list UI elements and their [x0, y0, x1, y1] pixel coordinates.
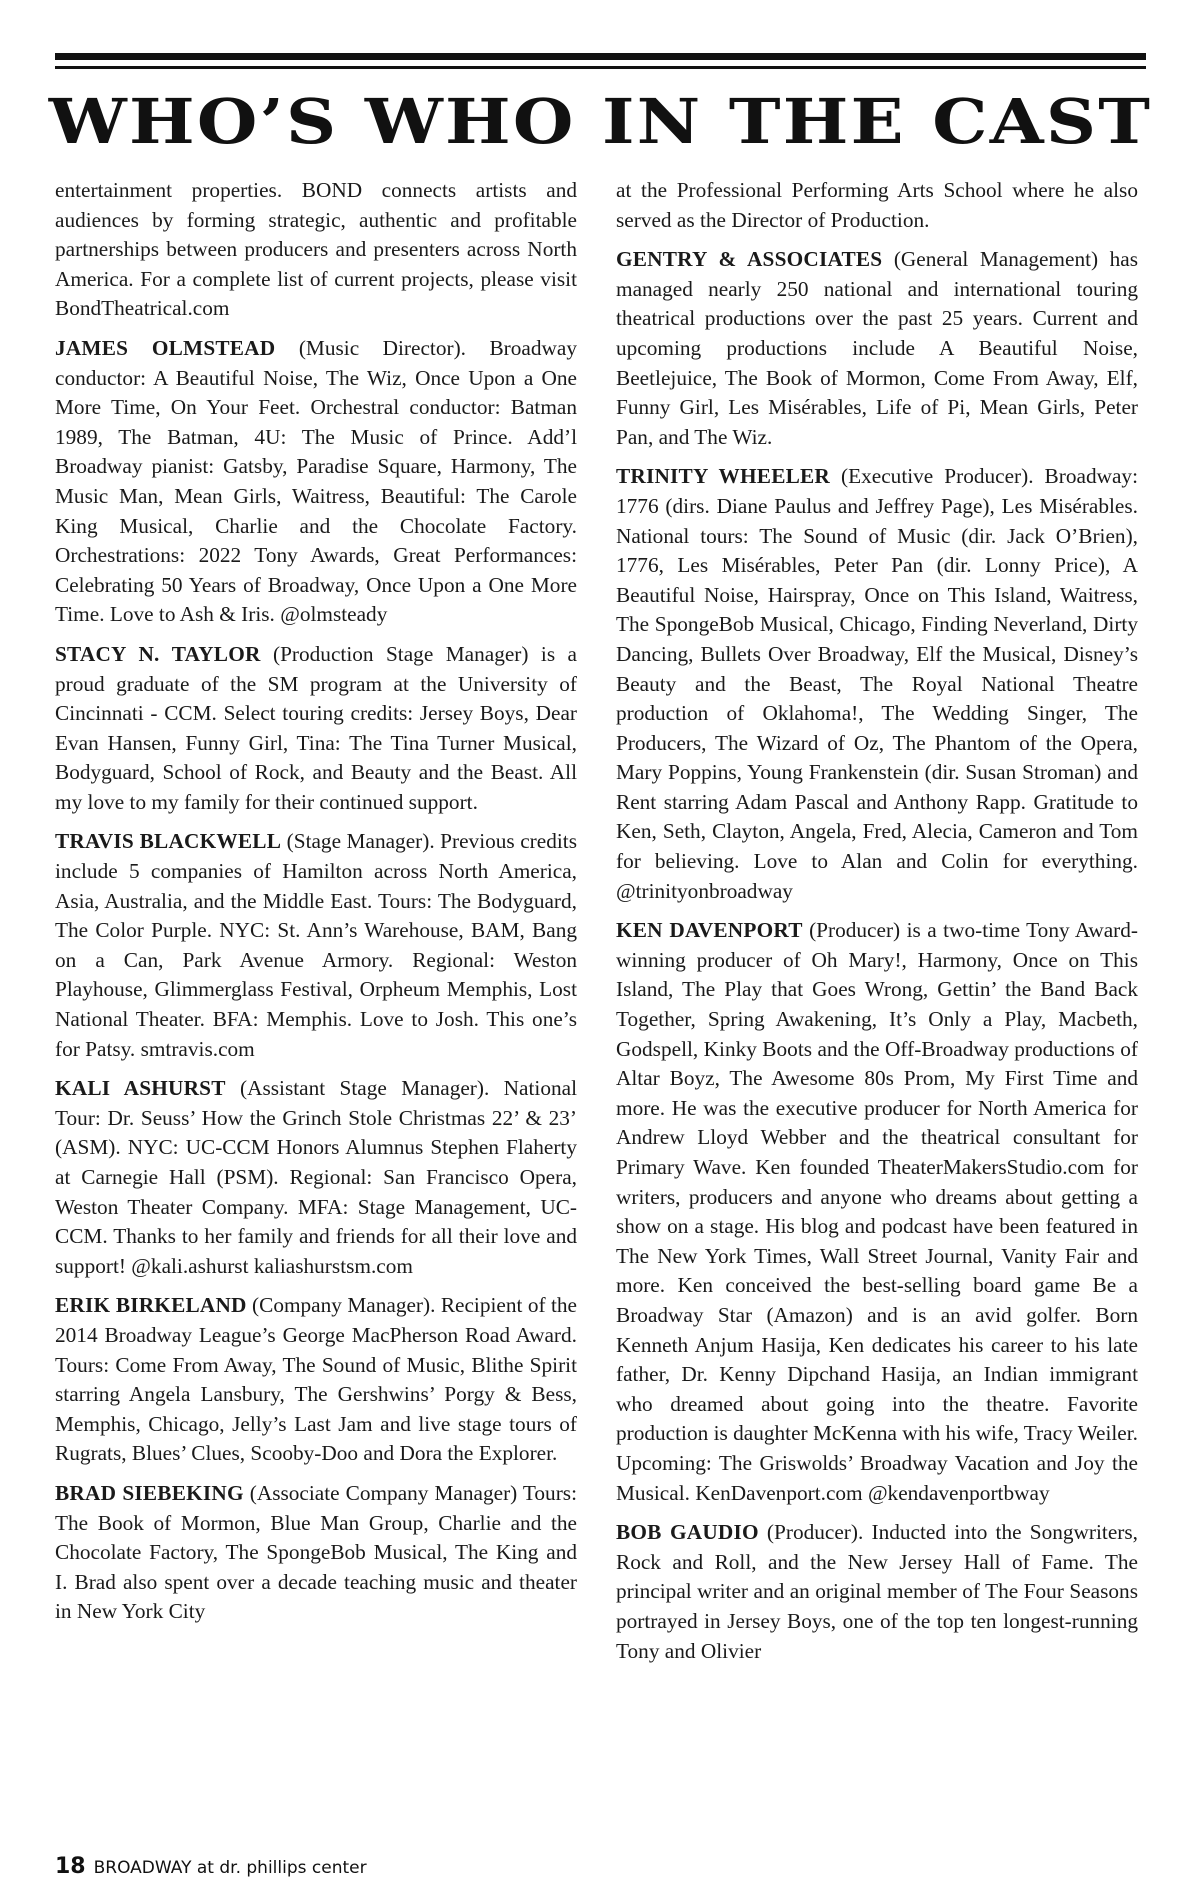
bio-paragraph	[55, 1291, 577, 1469]
bio-paragraph	[616, 1518, 1138, 1666]
bio-paragraph	[616, 245, 1138, 452]
bio-text: at the Professional Performing Arts School where he also served as the Director of Production.	[616, 178, 1138, 232]
bio-text: (Producer). Inducted into the Songwriters, Rock and Roll, and the New Jersey Hall of Fame. The principal writer and an original member of The Four Seasons portrayed in Jersey Boys, one of the top ten longest-running Tony and Olivier	[616, 1520, 1139, 1663]
page-footer	[55, 1852, 367, 1882]
bio-text: (Stage Manager). Previous credits include 5 companies of Hamilton across North America, Asia, Australia, and the Middle East. Tours: The Bodyguard, The Color Purple. NYC: St. Ann’s Warehouse, BAM, Bang on a Can, Park Avenue Armory. Regional: Weston Playhouse, Glimmerglass Festival, Orpheum Memphis, Lost National Theater. BFA: Memphis. Love to Josh. This one’s for Patsy. smtravis.com	[55, 829, 577, 1061]
page-title: WHO’S WHO IN THE CAST	[48, 85, 1153, 158]
bio-name: KEN DAVENPORT	[616, 918, 803, 943]
bio-name: BRAD SIEBEKING	[55, 1480, 244, 1505]
bio-name: GENTRY & ASSOCIATES	[616, 247, 883, 272]
bio-paragraph	[55, 176, 577, 324]
bio-paragraph	[616, 462, 1138, 906]
left-column	[55, 176, 577, 1637]
bio-text: (Executive Producer). Broadway: 1776 (dirs. Diane Paulus and Jeffrey Page), Les Misérables. National tours: The Sound of Music (dir. Jack O’Brien), 1776, Les Misérables, Peter Pan (dir. Lonny Price), A Beautiful Noise, Hairspray, Once on This Island, Waitress, The SpongeBob Musical, Chicago, Finding Neverland, Dirty Dancing, Bullets Over Broadway, Elf the Musical, Disney’s Beauty and the Beast, The Royal National Theatre production of Oklahoma!, The Wedding Singer, The Producers, The Wizard of Oz, The Phantom of the Opera, Mary Poppins, Young Frankenstein (dir. Susan Stroman) and Rent starring Adam Pascal and Anthony Rapp. Gratitude to Ken, Seth, Clayton, Angela, Fred, Alecia, Cameron and Tom for believing. Love to Alan and Colin for everything. @trinityonbroadway	[616, 464, 1138, 903]
bio-text: entertainment properties. BOND connects artists and audiences by forming strategic, authentic and profitable partnerships between producers and presenters across North America. For a complete list of current projects, please visit BondTheatrical.com	[55, 178, 577, 321]
bio-text: (Producer) is a two-time Tony Award-winning producer of Oh Mary!, Harmony, Once on This Island, The Play that Goes Wrong, Gettin’ the Band Back Together, Spring Awakening, It’s Only a Play, Macbeth, Godspell, Kinky Boots and the Off-Broadway productions of Altar Boyz, The Awesome 80s Prom, My First Time and more. He was the executive producer for North America for Andrew Lloyd Webber and the theatrical consultant for Primary Wave. Ken founded TheaterMakersStudio.com for writers, producers and anyone who dreams about getting a show on a stage. His blog and podcast have been featured in The New York Times, Wall Street Journal, Vanity Fair and more. Ken conceived the best-selling board game Be a Broadway Star (Amazon) and is an avid golfer. Born Kenneth Anjum Hasija, Ken dedicates his career to his late father, Dr. Kenny Dipchand Hasija, an Indian immigrant who dreamed about going into the theatre. Favorite production is daughter McKenna with his wife, Tracy Weiler. Upcoming: The Griswolds’ Broadway Vacation and Joy the Musical. KenDavenport.com @kendavenportbway	[616, 918, 1138, 1505]
bio-paragraph	[616, 916, 1138, 1508]
bio-name: JAMES OLMSTEAD	[55, 335, 276, 360]
bio-name: ERIK BIRKELAND	[55, 1293, 247, 1318]
bio-paragraph	[55, 827, 577, 1064]
bio-text: (Music Director). Broadway conductor: A Beautiful Noise, The Wiz, Once Upon a One More Time, On Your Feet. Orchestral conductor: Batman 1989, The Batman, 4U: The Music of Prince. Add’l Broadway pianist: Gatsby, Paradise Square, Harmony, The Music Man, Mean Girls, Waitress, Beautiful: The Carole King Musical, Charlie and the Chocolate Factory. Orchestrations: 2022 Tony Awards, Great Performances: Celebrating 50 Years of Broadway, Once Upon a One More Time. Love to Ash & Iris. @olmsteady	[55, 335, 577, 627]
bio-name: KALI ASHURST	[55, 1076, 226, 1101]
bio-paragraph	[55, 640, 577, 818]
bio-text: (Assistant Stage Manager). National Tour: Dr. Seuss’ How the Grinch Stole Christmas 22’ & 23’ (ASM). NYC: UC-CCM Honors Alumnus Stephen Flaherty at Carnegie Hall (PSM). Regional: San Francisco Opera, Weston Theater Company. MFA: Stage Management, UC-CCM. Thanks to her family and friends for all their love and support! @kali.ashurst kaliashurstsm.com	[55, 1076, 577, 1278]
bio-name: STACY N. TAYLOR	[55, 641, 261, 666]
bio-paragraph	[55, 1074, 577, 1281]
bio-paragraph	[55, 1479, 577, 1627]
bio-name: BOB GAUDIO	[616, 1520, 759, 1545]
bio-paragraph	[55, 334, 577, 630]
page-number: 18	[55, 1854, 86, 1879]
bio-paragraph	[616, 176, 1138, 235]
bio-text: (Production Stage Manager) is a proud graduate of the SM program at the University of Cincinnati - CCM. Select touring credits: Jersey Boys, Dear Evan Hansen, Funny Girl, Tina: The Tina Turner Musical, Bodyguard, School of Rock, and Beauty and the Beast. All my love to my family for their continued support.	[55, 641, 577, 814]
publication-name: BROADWAY at dr. phillips center	[93, 1858, 367, 1878]
bio-text: (Company Manager). Recipient of the 2014 Broadway League’s George MacPherson Road Award. Tours: Come From Away, The Sound of Music, Blithe Spirit starring Angela Lansbury, The Gershwins’ Porgy & Bess, Memphis, Chicago, Jelly’s Last Jam and live stage tours of Rugrats, Blues’ Clues, Scooby-Doo and Dora the Explorer.	[55, 1293, 577, 1466]
bio-name: TRINITY WHEELER	[616, 464, 831, 489]
header-rule-thin	[55, 66, 1146, 69]
bio-text: (General Management) has managed nearly 250 national and international touring theatrical productions over the past 25 years. Current and upcoming productions include A Beautiful Noise, Beetlejuice, The Book of Mormon, Come From Away, Elf, Funny Girl, Les Misérables, Life of Pi, Mean Girls, Peter Pan, and The Wiz.	[616, 247, 1138, 449]
header-rule-thick	[55, 53, 1146, 60]
bio-name: TRAVIS BLACKWELL	[55, 829, 282, 854]
right-column	[616, 176, 1138, 1676]
bio-text: (Associate Company Manager) Tours: The Book of Mormon, Blue Man Group, Charlie and the Chocolate Factory, The SpongeBob Musical, The King and I. Brad also spent over a decade teaching music and theater in New York City	[55, 1480, 578, 1624]
